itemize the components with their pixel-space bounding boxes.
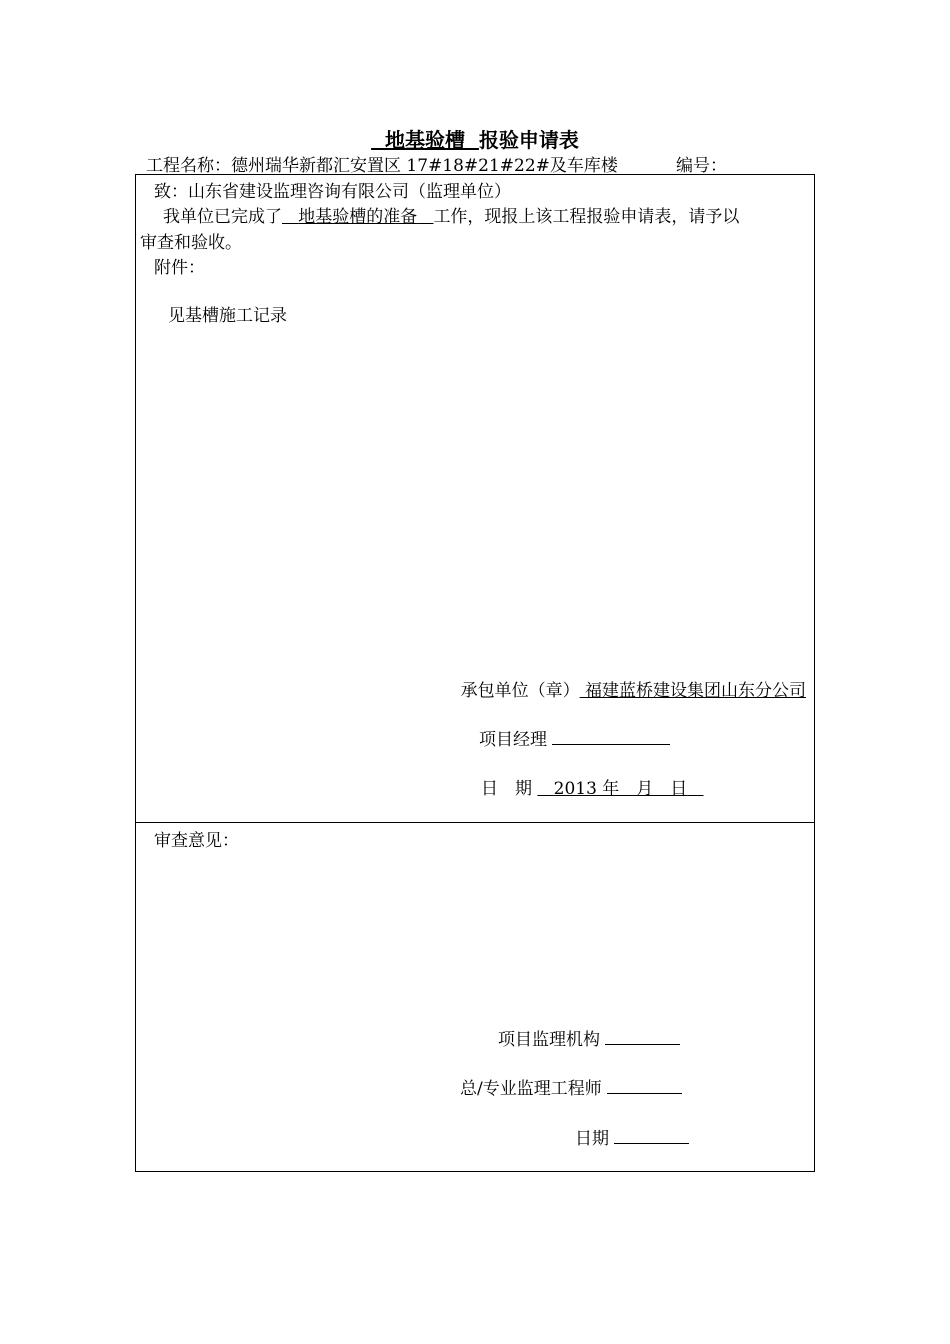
body-line-1 bbox=[163, 202, 739, 227]
pm-label: 项目经理 bbox=[479, 730, 547, 750]
body-suffix: 工作，现报上该工程报验申请表，请予以 bbox=[433, 207, 740, 227]
date-value: 2013 年 月 日 bbox=[553, 779, 688, 799]
addressee: 致：山东省建设监理咨询有限公司（监理单位） bbox=[154, 182, 511, 202]
project-name: 德州瑞华新都汇安置区 17#18#21#22#及车库楼 bbox=[231, 156, 618, 176]
engineer-blank bbox=[607, 1077, 682, 1094]
title-rest: 报验申请表 bbox=[478, 128, 579, 152]
engineer-line bbox=[460, 1074, 682, 1099]
application-section bbox=[135, 174, 815, 823]
date-line bbox=[481, 774, 704, 799]
project-manager-line bbox=[479, 725, 670, 750]
supervision-org-line bbox=[498, 1025, 680, 1050]
engineer-label: 总/专业监理工程师 bbox=[460, 1079, 602, 1099]
review-date-blank bbox=[614, 1127, 689, 1144]
pm-signature-blank bbox=[552, 728, 670, 745]
contractor-name: 福建蓝桥建设集团山东分公司 bbox=[585, 681, 806, 701]
org-label: 项目监理机构 bbox=[498, 1030, 600, 1050]
attachment-label: 附件： bbox=[154, 258, 205, 278]
work-item: 地基验槽的准备 bbox=[298, 207, 418, 227]
contractor-line bbox=[461, 676, 806, 701]
review-section bbox=[135, 822, 815, 1172]
project-header bbox=[146, 151, 727, 176]
body-prefix: 我单位已完成了 bbox=[163, 207, 282, 227]
page-title bbox=[0, 124, 950, 153]
review-date-label: 日期 bbox=[575, 1129, 609, 1149]
title-highlight: 地基验槽 bbox=[385, 128, 465, 152]
review-date-line bbox=[575, 1124, 689, 1149]
date-label: 日 期 bbox=[481, 779, 532, 799]
contractor-label: 承包单位（章） bbox=[460, 681, 580, 701]
number-label: 编号： bbox=[676, 156, 727, 176]
org-blank bbox=[605, 1028, 680, 1045]
project-label: 工程名称： bbox=[146, 156, 231, 176]
opinion-label: 审查意见： bbox=[154, 831, 239, 851]
body-line-2: 审查和验收。 bbox=[140, 233, 242, 253]
attachment-item: 见基槽施工记录 bbox=[168, 306, 287, 326]
